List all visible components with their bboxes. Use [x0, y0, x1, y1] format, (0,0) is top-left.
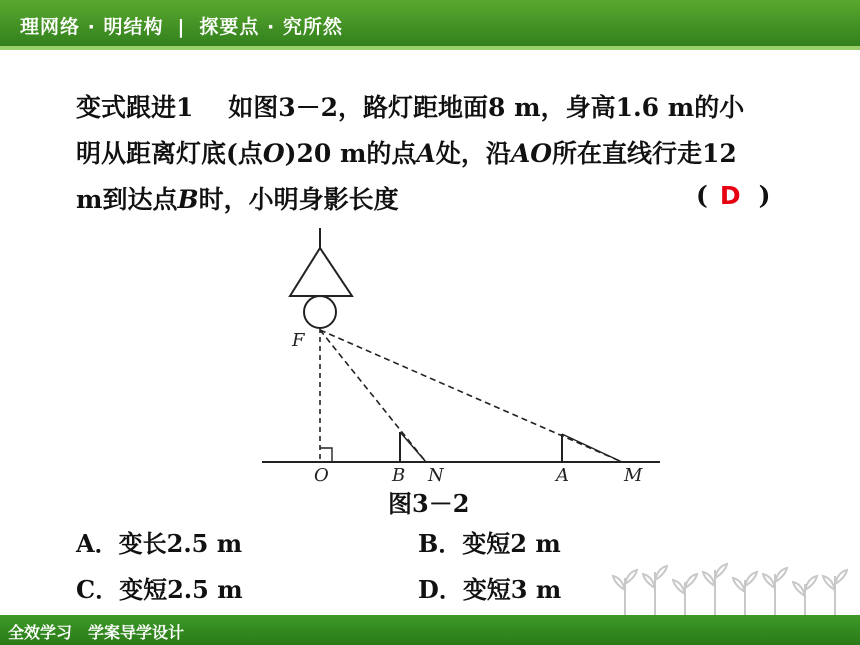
q2c: 处，沿 — [435, 139, 511, 168]
option-c-letter: C． — [76, 575, 120, 604]
label-O: O — [314, 465, 329, 486]
shadow-BN — [400, 432, 426, 462]
label-N: N — [428, 465, 444, 486]
bracket-open: ( — [696, 181, 708, 210]
answer-letter: D — [719, 181, 741, 210]
option-b[interactable] — [418, 524, 561, 559]
option-d-text: 变短3 m — [462, 575, 562, 604]
header-title-right: 探要点 · 究所然 — [199, 16, 343, 38]
header-separator: | — [177, 16, 186, 38]
footer-bar — [0, 615, 860, 645]
label-A: A — [556, 465, 569, 486]
q3a: m到达点 — [76, 185, 178, 214]
bracket-close: ) — [758, 181, 771, 210]
option-d-letter: D． — [418, 575, 463, 604]
question-line1-text: 如图3－2，路灯距地面8 m，身高1.6 m的小 — [228, 93, 745, 122]
lamp-bulb — [304, 296, 336, 328]
light-ray-FN — [320, 330, 426, 462]
header-title-left: 理网络 · 明结构 — [20, 16, 164, 38]
option-b-letter: B． — [418, 529, 463, 558]
right-angle-mark — [320, 448, 332, 462]
label-M: M — [624, 465, 643, 486]
q2a: 明从距离灯底(点 — [76, 139, 263, 168]
q2-point-O: O — [262, 139, 285, 168]
q2-line-AO: AO — [510, 139, 553, 168]
option-a-text: 变长2.5 m — [118, 529, 243, 558]
q3b: 时，小明身影长度 — [198, 185, 399, 214]
option-a[interactable] — [76, 524, 242, 559]
option-c-text: 变短2.5 m — [119, 575, 243, 604]
option-b-text: 变短2 m — [462, 529, 561, 558]
shadow-AM — [562, 434, 622, 462]
footer-text: 全效学习 学案导学设计 — [8, 623, 185, 642]
option-c[interactable] — [76, 570, 243, 605]
q3-point-B: B — [177, 185, 199, 214]
q2d: 所在直线行走12 — [552, 139, 737, 168]
question-label: 变式跟进1 — [76, 93, 194, 122]
option-a-letter: A． — [76, 529, 119, 558]
plant-decoration-icon — [610, 560, 860, 620]
q2b: )20 m的点 — [284, 139, 417, 168]
q2-point-A: A — [416, 139, 436, 168]
label-B: B — [392, 465, 406, 486]
figure-caption: 图3－2 — [388, 489, 470, 518]
light-ray-FM — [320, 330, 622, 462]
option-d[interactable] — [418, 570, 561, 605]
label-F: F — [292, 330, 305, 351]
lamp-shade — [290, 248, 352, 296]
